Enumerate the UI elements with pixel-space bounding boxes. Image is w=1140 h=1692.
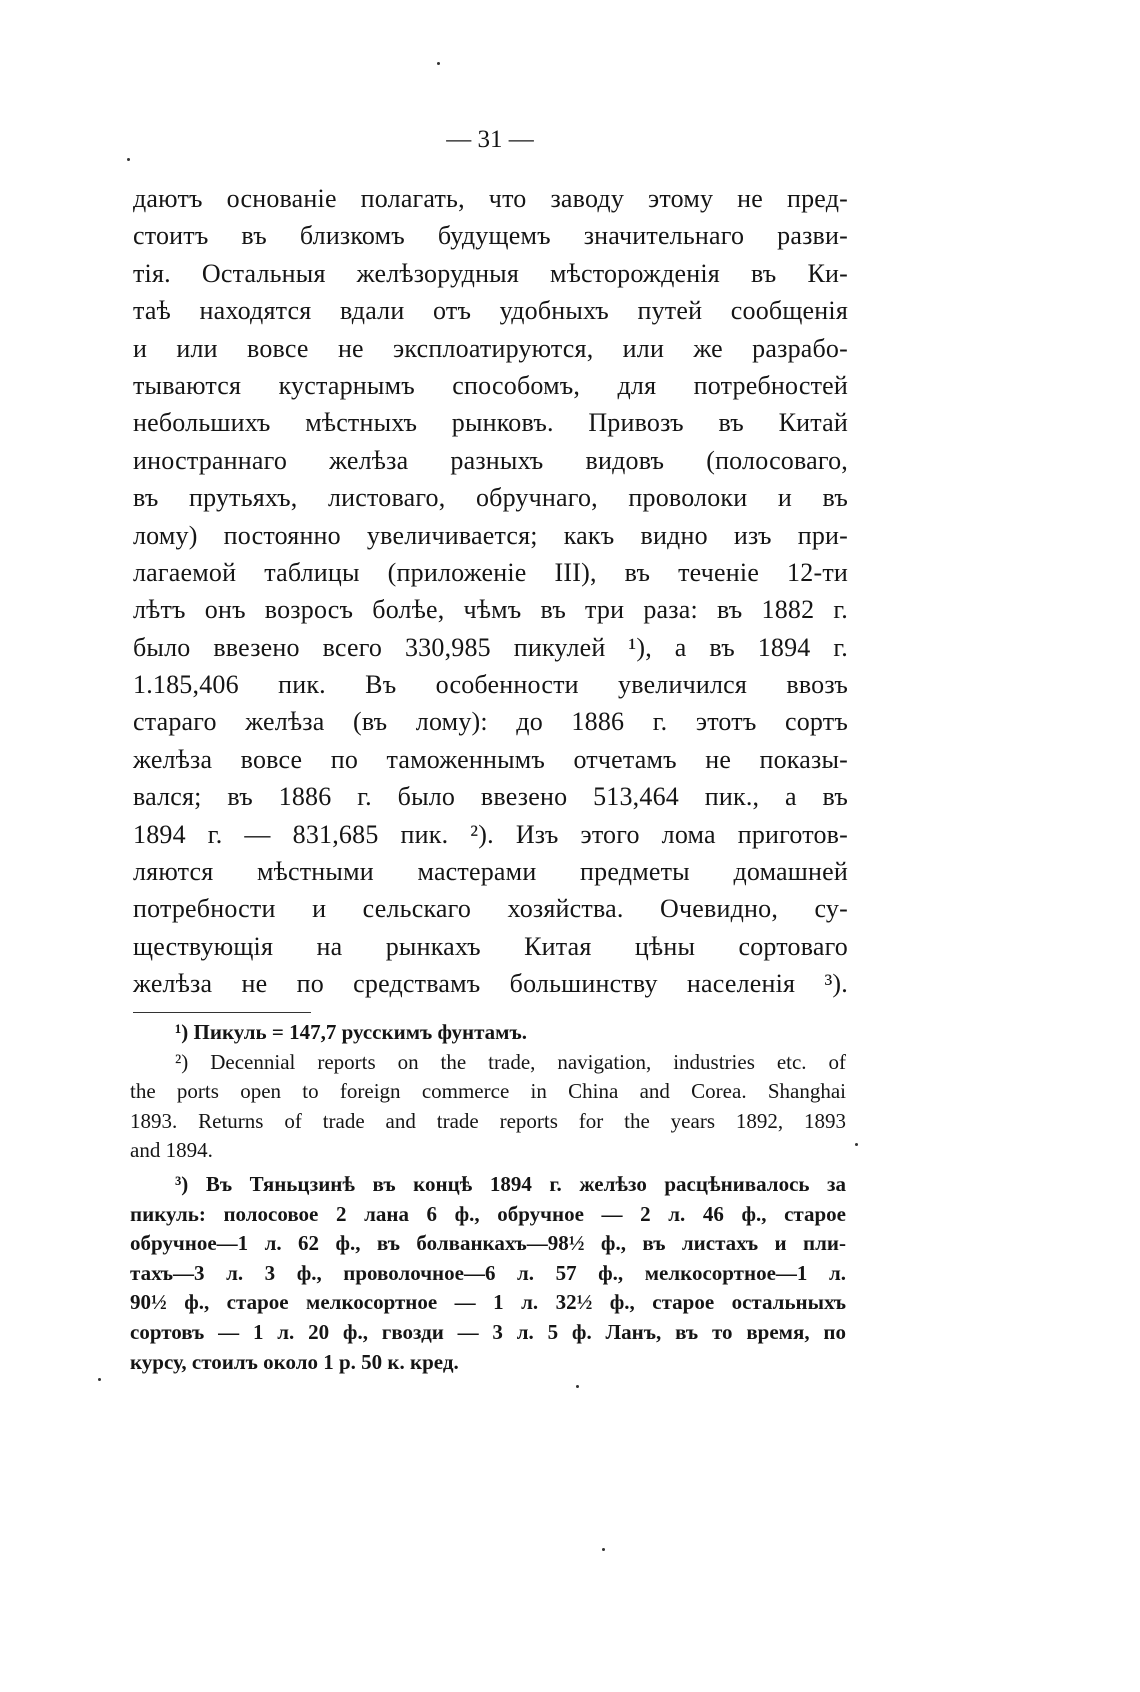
body-line: тываются кустарнымъ способомъ, для потребностей [133,370,848,400]
footnote-3-line: сортовъ — 1 л. 20 ф., гвозди — 3 л. 5 ф. Ланъ, въ то время, по [130,1319,846,1344]
body-line: стараго желѣза (въ лому): до 1886 г. этотъ сортъ [133,707,848,737]
body-line: вался; въ 1886 г. было ввезено 513,464 пик., а въ [133,782,848,812]
body-line: иностраннаго желѣза разныхъ видовъ (полосоваго, [133,445,848,475]
footnote-2-line: and 1894. [130,1138,213,1163]
footnotes [130,1018,846,1377]
body-line: желѣза вовсе по таможеннымъ отчетамъ не показы- [133,744,848,774]
body-line: тія. Остальныя желѣзорудныя мѣсторожденія въ Ки- [133,258,848,288]
scan-speck [855,1143,858,1146]
body-line: потребности и сельскаго хозяйства. Очевидно, су- [133,894,848,924]
body-line: 1894 г. — 831,685 пик. ²). Изъ этого лома приготов- [133,819,848,849]
body-line: въ прутьяхъ, листоваго, обручнаго, проволоки и въ [133,483,848,513]
scan-speck [437,62,440,65]
footnote-divider [133,1012,311,1013]
scan-speck [98,1378,101,1381]
footnote-3-line: ³) Въ Тяньцзинѣ въ концѣ 1894 г. желѣзо расцѣнивалось за [175,1171,846,1196]
body-line: желѣза не по средствамъ большинству населенія ³). [133,969,848,999]
body-line: даютъ основаніе полагать, что заводу этому не пред- [133,184,848,213]
body-line: ляются мѣстными мастерами предметы домашней [133,857,848,887]
footnote-2-line: the ports open to foreign commerce in China and Corea. Shanghai [130,1079,846,1104]
footnote-2-line: 1893. Returns of trade and trade reports for the years 1892, 1893 [130,1108,846,1133]
body-line: таѣ находятся вдали отъ удобныхъ путей сообщенія [133,296,848,326]
body-line: было ввезено всего 330,985 пикулей ¹), а въ 1894 г. [133,632,848,662]
footnote-3-line: пикуль: полосовое 2 лана 6 ф., обручное — 2 л. 46 ф., старое [130,1201,846,1226]
body-line: лагаемой таблицы (приложеніе III), въ теченіе 12-ти [133,557,848,587]
footnote-3-line: тахъ—3 л. 3 ф., проволочное—6 л. 57 ф., мелкосортное—1 л. [130,1260,846,1285]
body-text [133,180,848,1003]
scan-speck [127,158,130,161]
body-line: и или вовсе не эксплоатируются, или же разрабо- [133,333,848,363]
footnote-2-line: ²) Decennial reports on the trade, navigation, industries etc. of [175,1049,846,1074]
body-line: ществующія на рынкахъ Китая цѣны сортоваго [133,931,848,961]
body-line: стоитъ въ близкомъ будущемъ значительнаго разви- [133,221,848,251]
footnote-3-line: обручное—1 л. 62 ф., въ болванкахъ—98½ ф., въ листахъ и пли- [130,1231,846,1256]
footnote-1: ¹) Пикуль = 147,7 русскимъ фунтамъ. [175,1020,527,1044]
scan-speck [576,1385,579,1388]
scan-speck [602,1548,605,1551]
body-line: лѣтъ онъ возросъ болѣе, чѣмъ въ три раза: въ 1882 г. [133,595,848,625]
footnote-3-line: курсу, стоилъ около 1 р. 50 к. кред. [130,1349,459,1374]
body-line: лому) постоянно увеличивается; какъ видно изъ при- [133,520,848,550]
body-line: небольшихъ мѣстныхъ рынковъ. Привозъ въ Китай [133,408,848,438]
page-number: — 31 — [446,126,534,153]
footnote-3-line: 90½ ф., старое мелкосортное — 1 л. 32½ ф., старое остальныхъ [130,1290,846,1315]
body-line: 1.185,406 пик. Въ особенности увеличился ввозъ [133,670,848,700]
